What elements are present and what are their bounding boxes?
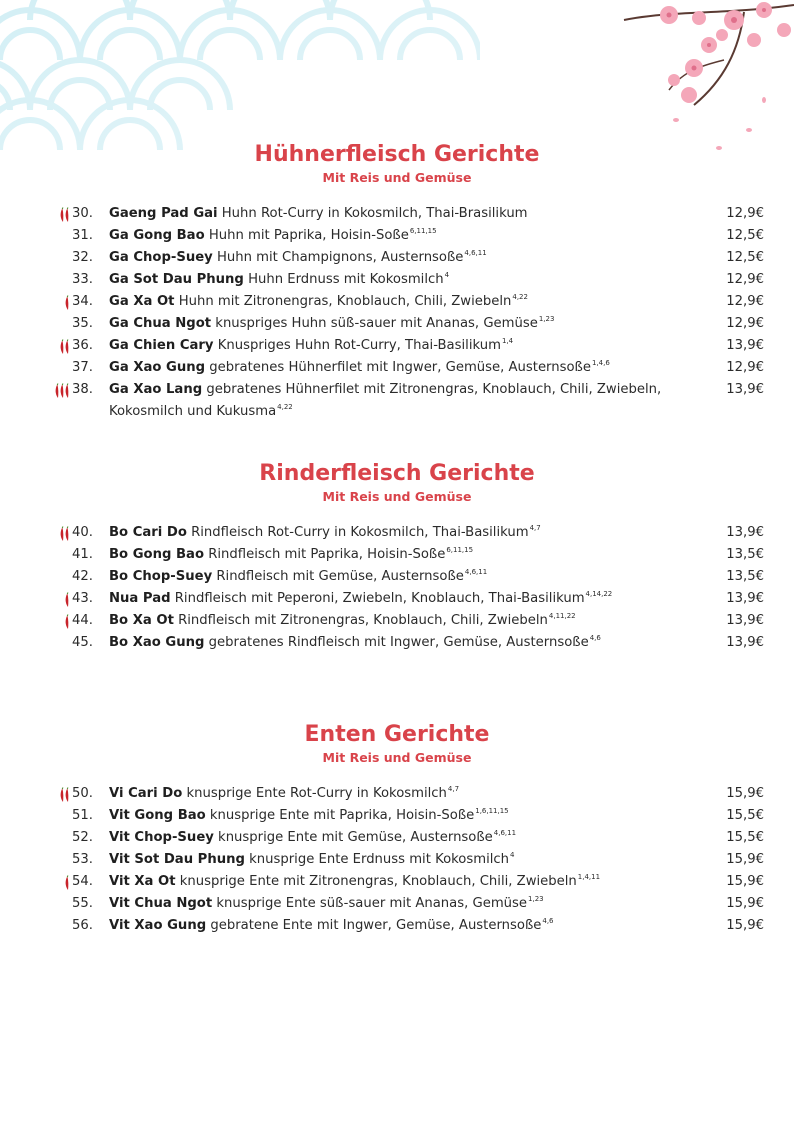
- item-description: [109, 379, 699, 423]
- menu-item: [0, 269, 794, 291]
- item-text: Huhn Erdnuss mit Kokosmilch: [243, 272, 444, 287]
- menu-item: [0, 522, 794, 544]
- item-number: 55.: [72, 896, 93, 911]
- item-description: [109, 827, 699, 849]
- item-text: knusprige Ente süß-sauer mit Ananas, Gemüse: [212, 896, 528, 911]
- item-text: Huhn Rot-Curry in Kokosmilch, Thai-Brasilikum: [217, 206, 528, 221]
- item-price: 15,9€: [726, 786, 764, 801]
- section-title: Enten Gerichte: [304, 722, 490, 747]
- item-name: Ga Chien Cary: [109, 338, 214, 353]
- item-text: knusprige Ente mit Gemüse, Austernsoße: [213, 830, 493, 845]
- item-description: [109, 203, 699, 225]
- section-subtitle: Mit Reis und Gemüse: [322, 489, 472, 504]
- item-description: [109, 610, 699, 632]
- item-text: Rindfleisch mit Gemüse, Austernsoße: [212, 569, 464, 584]
- item-name: Gaeng Pad Gai: [109, 206, 218, 221]
- allergen-codes: 4: [444, 271, 450, 279]
- allergen-codes: 1,23: [528, 895, 544, 903]
- item-number: 52.: [72, 830, 93, 845]
- item-price: 15,5€: [726, 830, 764, 845]
- item-description: [109, 544, 699, 566]
- menu-item: [0, 335, 794, 357]
- menu-item: [0, 805, 794, 827]
- menu-item: [0, 291, 794, 313]
- allergen-codes: 4,7: [529, 524, 541, 532]
- item-name: Bo Xao Gung: [109, 635, 205, 650]
- item-number: 38.: [72, 382, 93, 397]
- menu-item: [0, 915, 794, 937]
- menu-item: [0, 203, 794, 225]
- item-name: Vit Xao Gung: [109, 918, 207, 933]
- menu-item: [0, 566, 794, 588]
- item-name: Vit Gong Bao: [109, 808, 206, 823]
- item-description: [109, 291, 699, 313]
- menu-item: [0, 588, 794, 610]
- allergen-codes: 1,23: [538, 315, 555, 323]
- section-subtitle: Mit Reis und Gemüse: [322, 750, 472, 765]
- item-text: knusprige Ente mit Zitronengras, Knoblauch, Chili, Zwiebeln: [175, 874, 577, 889]
- allergen-codes: 4,22: [277, 403, 293, 411]
- item-text: Huhn mit Champignons, Austernsoße: [212, 250, 464, 265]
- allergen-codes: 4,7: [447, 785, 460, 793]
- allergen-codes: 1,4: [501, 337, 514, 345]
- item-text: Rindfleisch mit Peperoni, Zwiebeln, Knoblauch, Thai-Basilikum: [170, 591, 585, 606]
- item-number: 35.: [72, 316, 93, 331]
- item-name: Vi Cari Do: [109, 786, 183, 801]
- menu-item: [0, 849, 794, 871]
- item-price: 12,5€: [726, 228, 764, 243]
- allergen-codes: 6,11,15: [446, 546, 474, 554]
- item-price: 15,9€: [726, 852, 764, 867]
- item-text: Rindfleisch mit Zitronengras, Knoblauch, Chili, Zwiebeln: [173, 613, 548, 628]
- item-price: 13,9€: [726, 338, 764, 353]
- allergen-codes: 4: [510, 851, 515, 859]
- item-number: 56.: [72, 918, 93, 933]
- item-description: [109, 313, 699, 335]
- item-text: knuspriges Huhn süß-sauer mit Ananas, Gemüse: [211, 316, 538, 331]
- item-price: 13,9€: [726, 591, 764, 606]
- menu-item: [0, 632, 794, 654]
- item-name: Bo Gong Bao: [109, 547, 205, 562]
- section-subtitle: Mit Reis und Gemüse: [322, 170, 472, 185]
- menu-item: [0, 893, 794, 915]
- item-number: 45.: [72, 635, 93, 650]
- item-name: Nua Pad: [109, 591, 171, 606]
- menu-item: [0, 871, 794, 893]
- item-text: knusprige Ente Rot-Curry in Kokosmilch: [182, 786, 447, 801]
- item-description: [109, 805, 699, 827]
- item-description: [109, 893, 699, 915]
- item-name: Ga Xao Lang: [109, 382, 203, 397]
- allergen-codes: 4,6: [542, 917, 554, 925]
- item-description: [109, 588, 699, 610]
- item-price: 12,9€: [726, 316, 764, 331]
- item-number: 37.: [72, 360, 93, 375]
- item-description: [109, 849, 699, 871]
- item-description: [109, 566, 699, 588]
- item-price: 13,9€: [726, 613, 764, 628]
- item-number: 53.: [72, 852, 93, 867]
- item-text: gebratene Ente mit Ingwer, Gemüse, Austernsoße: [206, 918, 542, 933]
- item-price: 12,9€: [726, 360, 764, 375]
- item-text: gebratenes Rindfleisch mit Ingwer, Gemüse, Austernsoße: [204, 635, 589, 650]
- item-description: [109, 357, 699, 379]
- menu-item: [0, 379, 794, 423]
- item-number: 32.: [72, 250, 93, 265]
- item-number: 30.: [72, 206, 93, 221]
- item-number: 33.: [72, 272, 93, 287]
- item-number: 41.: [72, 547, 93, 562]
- item-price: 12,5€: [726, 250, 764, 265]
- allergen-codes: 1,6,11,15: [475, 807, 509, 815]
- menu-item: [0, 610, 794, 632]
- item-price: 12,9€: [726, 294, 764, 309]
- allergen-codes: 4,6,11: [464, 568, 488, 576]
- item-name: Ga Xa Ot: [109, 294, 175, 309]
- allergen-codes: 1,4,11: [577, 873, 601, 881]
- item-description: [109, 522, 699, 544]
- item-text: gebratenes Hühnerfilet mit Zitronengras, Knoblauch, Chili, Zwiebeln, Kokosmilch und Kukusma: [109, 382, 662, 419]
- item-price: 12,9€: [726, 206, 764, 221]
- item-name: Bo Cari Do: [109, 525, 187, 540]
- item-price: 15,5€: [726, 808, 764, 823]
- item-description: [109, 632, 699, 654]
- item-name: Ga Sot Dau Phung: [109, 272, 244, 287]
- menu-items: [0, 522, 794, 654]
- cherry-blossom-decoration: [614, 0, 794, 160]
- item-description: [109, 247, 699, 269]
- item-price: 13,5€: [726, 569, 764, 584]
- item-text: Huhn mit Zitronengras, Knoblauch, Chili, Zwiebeln: [174, 294, 512, 309]
- item-name: Vit Chua Ngot: [109, 896, 213, 911]
- item-name: Bo Xa Ot: [109, 613, 174, 628]
- section-huhn: [0, 141, 794, 423]
- item-text: gebratenes Hühnerfilet mit Ingwer, Gemüse, Austernsoße: [205, 360, 591, 375]
- allergen-codes: 4,22: [512, 293, 528, 301]
- item-price: 13,9€: [726, 525, 764, 540]
- item-name: Ga Chop-Suey: [109, 250, 213, 265]
- item-description: [109, 915, 699, 937]
- section-title: Hühnerfleisch Gerichte: [254, 142, 540, 167]
- item-price: 15,9€: [726, 918, 764, 933]
- item-text: knusprige Ente Erdnuss mit Kokosmilch: [244, 852, 510, 867]
- item-number: 40.: [72, 525, 93, 540]
- item-name: Ga Chua Ngot: [109, 316, 212, 331]
- item-number: 34.: [72, 294, 93, 309]
- item-text: Huhn mit Paprika, Hoisin-Soße: [204, 228, 409, 243]
- item-name: Ga Gong Bao: [109, 228, 205, 243]
- section-title: Rinderfleisch Gerichte: [259, 461, 535, 486]
- item-description: [109, 871, 699, 893]
- allergen-codes: 4,6: [589, 634, 601, 642]
- item-number: 44.: [72, 613, 93, 628]
- allergen-codes: 4,11,22: [548, 612, 576, 620]
- allergen-codes: 1,4,6: [591, 359, 610, 367]
- item-text: Rindfleisch Rot-Curry in Kokosmilch, Thai-Basilikum: [186, 525, 529, 540]
- item-name: Vit Chop-Suey: [109, 830, 214, 845]
- allergen-codes: 6,11,15: [409, 227, 437, 235]
- item-number: 51.: [72, 808, 93, 823]
- item-number: 50.: [72, 786, 93, 801]
- item-price: 15,9€: [726, 874, 764, 889]
- item-name: Vit Xa Ot: [109, 874, 176, 889]
- wave-pattern-decoration: [0, 0, 480, 150]
- menu-item: [0, 827, 794, 849]
- item-number: 31.: [72, 228, 93, 243]
- item-description: [109, 335, 699, 357]
- item-number: 43.: [72, 591, 93, 606]
- menu-item: [0, 225, 794, 247]
- item-price: 15,9€: [726, 896, 764, 911]
- item-description: [109, 783, 699, 805]
- menu-items: [0, 783, 794, 937]
- section-ente: [0, 721, 794, 937]
- item-price: 12,9€: [726, 272, 764, 287]
- item-text: Rindfleisch mit Paprika, Hoisin-Soße: [204, 547, 446, 562]
- allergen-codes: 4,14,22: [585, 590, 613, 598]
- menu-item: [0, 783, 794, 805]
- item-text: Knuspriges Huhn Rot-Curry, Thai-Basilikum: [213, 338, 501, 353]
- menu-item: [0, 247, 794, 269]
- section-rind: [0, 460, 794, 654]
- item-name: Ga Xao Gung: [109, 360, 206, 375]
- menu-item: [0, 313, 794, 335]
- allergen-codes: 4,6,11: [464, 249, 487, 257]
- item-price: 13,9€: [726, 382, 764, 397]
- item-number: 42.: [72, 569, 93, 584]
- item-description: [109, 225, 699, 247]
- item-description: [109, 269, 699, 291]
- menu-item: [0, 544, 794, 566]
- item-price: 13,9€: [726, 635, 764, 650]
- menu-items: [0, 203, 794, 423]
- item-price: 13,5€: [726, 547, 764, 562]
- menu-item: [0, 357, 794, 379]
- item-text: knusprige Ente mit Paprika, Hoisin-Soße: [205, 808, 475, 823]
- item-number: 36.: [72, 338, 93, 353]
- item-number: 54.: [72, 874, 93, 889]
- item-name: Bo Chop-Suey: [109, 569, 213, 584]
- item-name: Vit Sot Dau Phung: [109, 852, 245, 867]
- allergen-codes: 4,6,11: [493, 829, 517, 837]
